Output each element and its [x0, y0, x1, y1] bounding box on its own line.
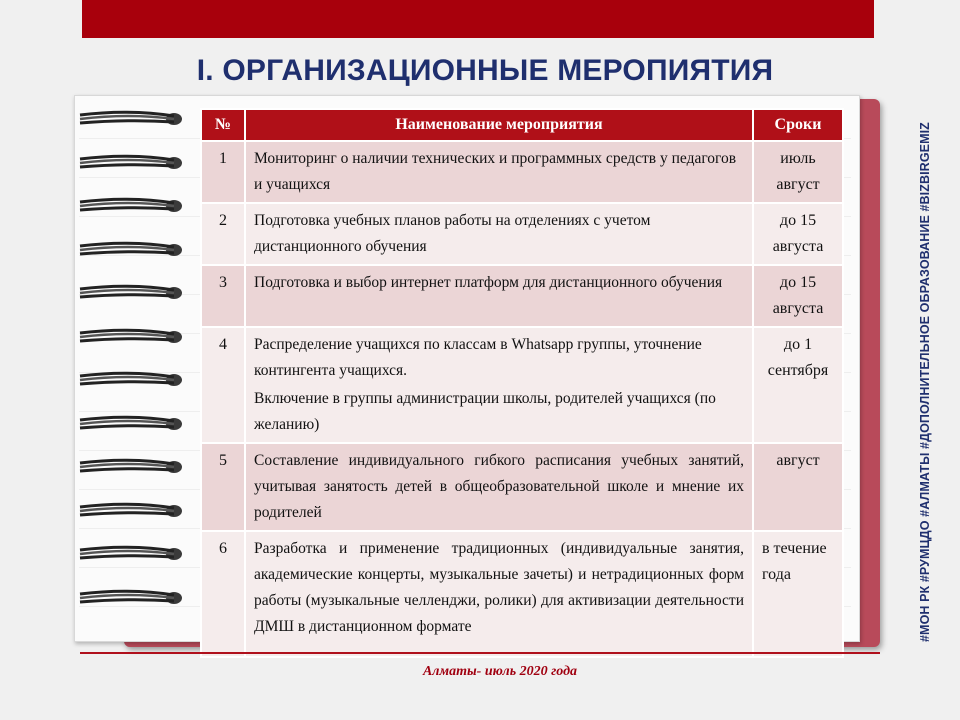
footer-divider	[80, 652, 880, 654]
spiral-ring-icon	[74, 368, 184, 392]
table-row	[201, 531, 843, 657]
row-term: до 15 августа	[753, 265, 843, 327]
events-table	[200, 108, 844, 658]
row-num: 1	[201, 141, 245, 203]
table-header-row	[201, 109, 843, 141]
spiral-ring-icon	[74, 412, 184, 436]
row-name-part2: Включение в группы администрации школы, родителей учащихся (по желанию)	[254, 390, 716, 433]
row-num: 5	[201, 443, 245, 531]
row-num: 3	[201, 265, 245, 327]
row-term: июль август	[753, 141, 843, 203]
row-term: август	[753, 443, 843, 531]
row-num: 6	[201, 531, 245, 657]
spiral-ring-icon	[74, 542, 184, 566]
row-name-part1: Распределение учащихся по классам в Whatsapp группы, уточнение контингента учащихся.	[254, 336, 702, 379]
spiral-ring-icon	[74, 281, 184, 305]
row-num: 4	[201, 327, 245, 443]
row-name: Подготовка и выбор интернет платформ для дистанционного обучения	[245, 265, 753, 327]
side-hashtags: #МОН РК #РУМЦДО #АЛМАТЫ #ДОПОЛНИТЕЛЬНОЕ ОБРАЗОВАНИЕ #BIZBIRGEMIZ	[918, 122, 932, 642]
footer-text: Алматы- июль 2020 года	[422, 664, 578, 679]
slide-title: I. ОРГАНИЗАЦИОННЫЕ МЕРОПИЯТИЯ	[196, 54, 774, 87]
row-term: до 15 августа	[753, 203, 843, 265]
spiral-ring-icon	[74, 194, 184, 218]
table-row	[201, 443, 843, 531]
header-term: Сроки	[753, 109, 843, 141]
spiral-ring-icon	[74, 151, 184, 175]
row-num: 2	[201, 203, 245, 265]
row-name: Составление индивидуального гибкого расписания учебных занятий, учитывая занятость детей в общеобразовательной школе и мнение их родителей	[245, 443, 753, 531]
top-red-band	[82, 0, 874, 38]
table-row	[201, 203, 843, 265]
spiral-ring-icon	[74, 107, 184, 131]
spiral-ring-icon	[74, 586, 184, 610]
spiral-ring-icon	[74, 325, 184, 349]
row-name	[245, 327, 753, 443]
table-row	[201, 141, 843, 203]
row-name: Разработка и применение традиционных (индивидуальные занятия, академические концерты, музыкальные зачеты) и нетрадиционных форм работы (музыкальные челленджи, ролики) для активизации деятельности ДМШ в дистанционном формате	[245, 531, 753, 657]
row-name: Подготовка учебных планов работы на отделениях с учетом дистанционного обучения	[245, 203, 753, 265]
table-row	[201, 265, 843, 327]
table-row	[201, 327, 843, 443]
row-term: до 1 сентября	[753, 327, 843, 443]
spiral-rings	[74, 107, 184, 637]
header-num: №	[201, 109, 245, 141]
spiral-ring-icon	[74, 238, 184, 262]
spiral-ring-icon	[74, 499, 184, 523]
header-name: Наименование мероприятия	[245, 109, 753, 141]
spiral-ring-icon	[74, 455, 184, 479]
row-term: в течение года	[753, 531, 843, 657]
row-name: Мониторинг о наличии технических и программных средств у педагогов и учащихся	[245, 141, 753, 203]
